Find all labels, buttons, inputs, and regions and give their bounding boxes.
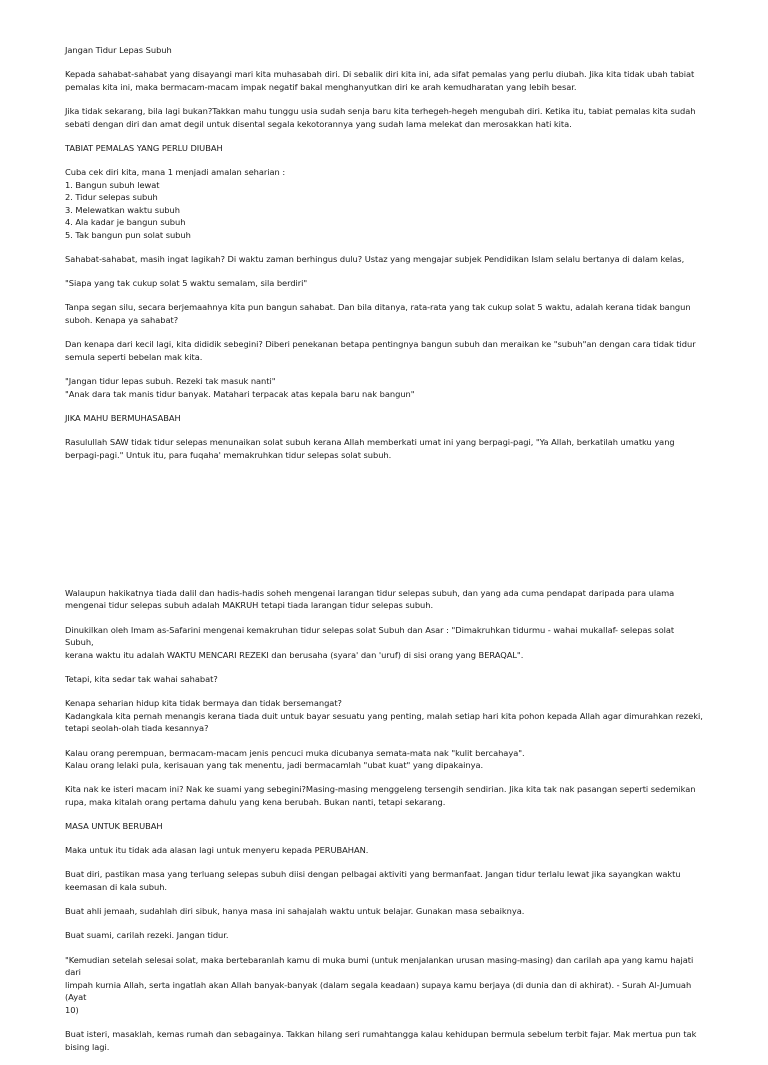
text-line: bising lagi. [65, 1041, 110, 1052]
text-line: Kenapa seharian hidup kita tidak bermaya dan tidak bersemangat? [65, 698, 342, 709]
paragraph [65, 624, 705, 662]
paragraph [65, 844, 705, 857]
paragraph [65, 783, 705, 808]
blank-space [65, 473, 705, 587]
quote [65, 954, 705, 1017]
text-line: suboh. Kenapa ya sahabat? [65, 315, 179, 326]
text-line: Kalau orang perempuan, bermacam-macam jenis pencuci muka dicubanya semata-mata nak "kulit bercahaya". [65, 747, 525, 758]
text-line: limpah kurnia Allah, serta ingatlah akan Allah banyak-banyak (dalam segala keadaan) supaya kamu berjaya (di dunia dan di akhirat). - Surah Al-Jumuah (Ayat [65, 979, 692, 1003]
list-intro: Cuba cek diri kita, mana 1 menjadi amalan seharian : [65, 166, 286, 177]
list-item: 3. Melewatkan waktu subuh [65, 204, 180, 215]
heading-text: MASA UNTUK BERUBAH [65, 821, 163, 832]
text-line: rupa, maka kitalah orang pertama dahulu yang kena berubah. Bukan nanti, tetapi sekarang. [65, 796, 446, 807]
paragraph [65, 1028, 705, 1053]
text-line: Kepada sahabat-sahabat yang disayangi mari kita muhasabah diri. Di sebalik diri kita ini, ada sifat pemalas yang perlu diubah. Jika kita tidak ubah tabiat [65, 69, 695, 80]
paragraph [65, 747, 705, 772]
text-line: Tanpa segan silu, secara berjemaahnya kita pun bangun sahabat. Dan bila ditanya, rata-rata yang tak cukup solat 5 waktu, adalah kerana tidak bangun [65, 302, 691, 313]
text-line: tetapi seolah-olah tiada kesannya? [65, 723, 209, 734]
text-line: 10) [65, 1004, 79, 1015]
paragraph [65, 587, 705, 612]
habit-list [65, 166, 705, 242]
text-line: Kita nak ke isteri macam ini? Nak ke suami yang sebegini?Masing-masing menggeleng tersengih sendirian. Jika kita tak nak pasangan seperti sedemikan [65, 784, 696, 795]
text-line: Jika tidak sekarang, bila lagi bukan?Takkan mahu tunggu usia sudah senja baru kita terhegeh-hegeh mengubah diri. Ketika itu, tabiat pemalas kita sudah [65, 105, 696, 116]
paragraph [65, 868, 705, 893]
list-item: 1. Bangun subuh lewat [65, 179, 160, 190]
paragraph [65, 673, 705, 686]
document-page [65, 44, 705, 1065]
paragraph [65, 929, 705, 942]
section-heading [65, 820, 705, 833]
paragraph [65, 68, 705, 93]
section-heading [65, 142, 705, 155]
paragraph [65, 905, 705, 918]
text-line: berpagi-pagi." Untuk itu, para fuqaha' memakruhkan tidur selepas solat subuh. [65, 449, 392, 460]
text-line: Buat diri, pastikan masa yang terluang selepas subuh diisi dengan pelbagai aktiviti yang bermanfaat. Jangan tidur terlalu lewat jika sayangkan waktu [65, 869, 681, 880]
list-item: 2. Tidur selepas subuh [65, 192, 158, 203]
text-line: Tetapi, kita sedar tak wahai sahabat? [65, 673, 218, 684]
text-line: keemasan di kala subuh. [65, 882, 168, 893]
text-line: Kalau orang lelaki pula, kerisauan yang tak menentu, jadi bermacamlah "ubat kuat" yang dipakainya. [65, 760, 484, 771]
text-line: Maka untuk itu tidak ada alasan lagi untuk menyeru kepada PERUBAHAN. [65, 845, 369, 856]
text-line: Kadangkala kita pernah menangis kerana tiada duit untuk bayar sesuatu yang penting, malah setiap hari kita pohon kepada Allah agar dimurahkan rezeki, [65, 710, 703, 721]
text-line: "Jangan tidur lepas subuh. Rezeki tak masuk nanti" [65, 376, 276, 387]
text-line: pemalas kita ini, maka bermacam-macam impak negatif bakal menghanyutkan diri ke arah kemudharatan yang lebih besar. [65, 81, 577, 92]
text-line: kerana waktu itu adalah WAKTU MENCARI REZEKI dan berusaha (syara' dan 'uruf) di sisi orang yang BERAQAL". [65, 649, 524, 660]
text-line: Walaupun hakikatnya tiada dalil dan hadis-hadis soheh mengenai larangan tidur selepas subuh, dan yang ada cuma pendapat daripada para ulama [65, 587, 675, 598]
paragraph [65, 301, 705, 326]
quote [65, 277, 705, 290]
text-line: Sahabat-sahabat, masih ingat lagikah? Di waktu zaman berhingus dulu? Ustaz yang mengajar subjek Pendidikan Islam selalu bertanya di dalam kelas, [65, 254, 685, 265]
paragraph [65, 105, 705, 130]
paragraph [65, 338, 705, 363]
text-line: Buat ahli jemaah, sudahlah diri sibuk, hanya masa ini sahajalah waktu untuk belajar. Gunakan masa sebaiknya. [65, 906, 525, 917]
section-heading [65, 412, 705, 425]
quote [65, 375, 705, 400]
text-line: Buat isteri, masaklah, kemas rumah dan sebagainya. Takkan hilang seri rumahtangga kalau kehidupan bermula sebelum terbit fajar. Mak mertua pun tak [65, 1029, 697, 1040]
text-line: Rasulullah SAW tidak tidur selepas menunaikan solat subuh kerana Allah memberkati umat ini yang berpagi-pagi, "Ya Allah, berkatilah umatku yang [65, 437, 675, 447]
text-line: semula seperti bebelan mak kita. [65, 351, 203, 362]
list-item: 4. Ala kadar je bangun subuh [65, 217, 186, 228]
text-line: Buat suami, carilah rezeki. Jangan tidur. [65, 930, 229, 941]
text-line: mengenai tidur selepas subuh adalah MAKRUH tetapi tiada larangan tidur selepas subuh. [65, 600, 434, 611]
paragraph [65, 697, 705, 735]
paragraph [65, 253, 705, 266]
paragraph [65, 436, 705, 461]
heading-text: JIKA MAHU BERMUHASABAH [65, 412, 181, 423]
text-line: Dan kenapa dari kecil lagi, kita dididik sebegini? Diberi penekanan betapa pentingnya bangun subuh dan meraikan ke "subuh"an dengan cara tidak tidur [65, 339, 696, 350]
list-item: 5. Tak bangun pun solat subuh [65, 229, 191, 240]
text-line: "Anak dara tak manis tidur banyak. Matahari terpacak atas kepala baru nak bangun" [65, 388, 415, 399]
document-title: Jangan Tidur Lepas Subuh [65, 45, 172, 55]
heading-text: TABIAT PEMALAS YANG PERLU DIUBAH [65, 142, 223, 153]
text-line: sebati dengan diri dan amat degil untuk disental segala kekotorannya yang sudah lama melekat dan merosakkan hati kita. [65, 118, 572, 129]
text-line: "Siapa yang tak cukup solat 5 waktu semalam, sila berdiri" [65, 278, 308, 289]
text-line: "Kemudian setelah selesai solat, maka bertebaranlah kamu di muka bumi (untuk menjalankan urusan masing-masing) dan carilah apa yang kamu hajati dari [65, 954, 694, 978]
text-line: Dinukilkan oleh Imam as-Safarini mengenai kemakruhan tidur selepas solat Subuh dan Asar : "Dimakruhkan tidurmu - wahai mukallaf- selepas solat Subuh, [65, 624, 675, 648]
